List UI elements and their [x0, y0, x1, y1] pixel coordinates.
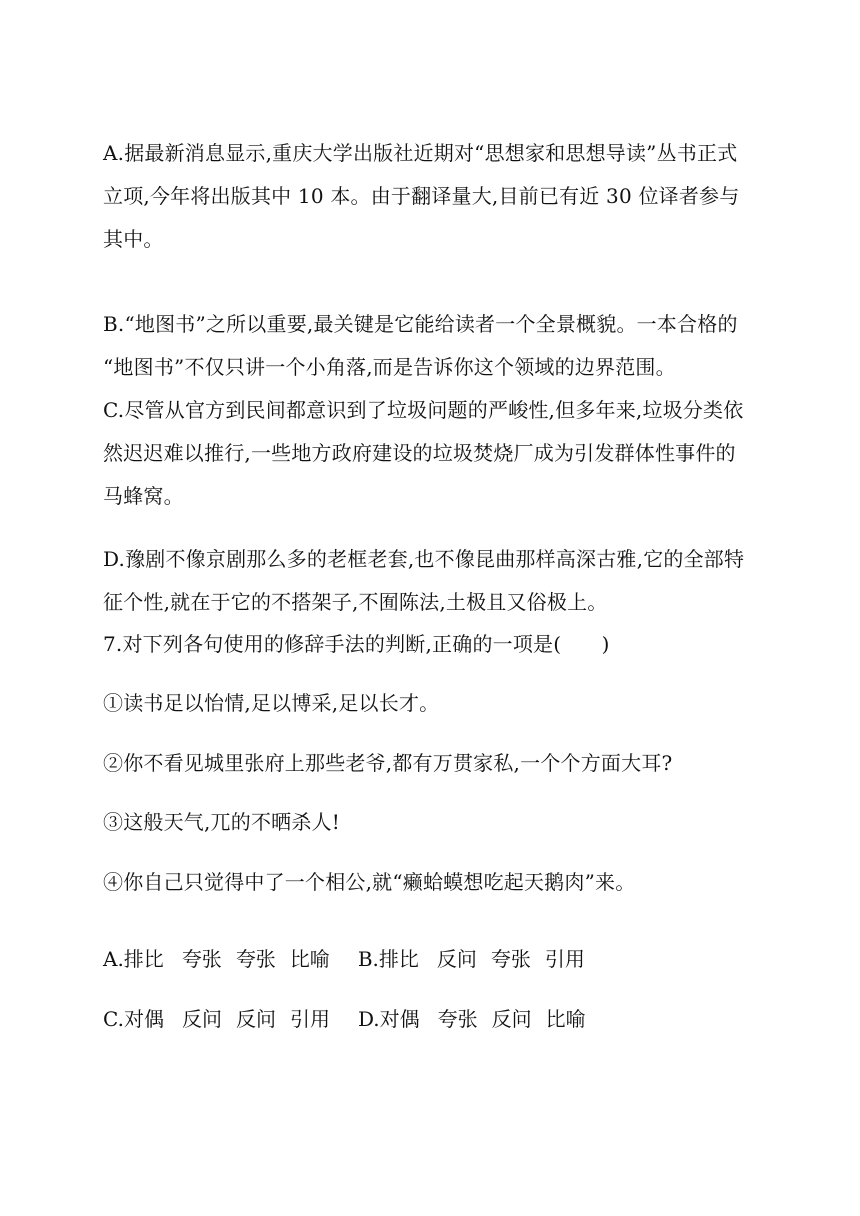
sentence-4-text: ④你自己只觉得中了一个相公,就“癞蛤蟆想吃起天鹅肉”来。	[103, 870, 636, 894]
choices-row-cd	[103, 1004, 586, 1034]
option-b-paragraph	[103, 303, 763, 389]
question-7-stem	[103, 623, 763, 666]
option-b-line-2: “地图书”不仅只讲一个小角落,而是告诉你这个领域的边界范围。	[103, 355, 676, 379]
option-a-line-2: 立项,今年将出版其中 10 本。由于翻译量大,目前已有近 30 位译者参与	[103, 184, 740, 208]
choice-a-label: A.排比	[103, 947, 164, 971]
choice-d-item-2: 反问	[491, 1007, 532, 1031]
option-b-line-1: B.“地图书”之所以重要,最关键是它能给读者一个全景概貌。一本合格的	[103, 312, 738, 336]
choice-d-label: D.对偶	[357, 1007, 420, 1031]
choice-c-item-2: 反问	[235, 1007, 276, 1031]
sentence-3	[103, 801, 763, 844]
choice-a-item-1: 夸张	[181, 947, 222, 971]
option-d-line-2: 征个性,就在于它的不搭架子,不囿陈法,土极且又俗极上。	[103, 590, 608, 614]
option-a-line-3: 其中。	[103, 227, 164, 251]
choice-c-item-3: 引用	[289, 1007, 330, 1031]
choice-b-item-3: 引用	[544, 947, 585, 971]
choice-d-item-1: 夸张	[437, 1007, 478, 1031]
option-a-line-1: A.据最新消息显示,重庆大学出版社近期对“思想家和思想导读”丛书正式	[103, 141, 738, 165]
option-d-paragraph	[103, 538, 763, 624]
sentence-2	[103, 742, 763, 785]
option-c-line-2: 然迟迟难以推行,一些地方政府建设的垃圾焚烧厂成为引发群体性事件的	[103, 441, 736, 465]
choice-b-label: B.排比	[357, 947, 419, 971]
option-c-line-1: C.尽管从官方到民间都意识到了垃圾问题的严峻性,但多年来,垃圾分类依	[103, 398, 744, 422]
choice-a-item-3: 比喻	[289, 947, 330, 971]
sentence-2-text: ②你不看见城里张府上那些老爷,都有万贯家私,一个个方面大耳?	[103, 751, 673, 775]
option-c-paragraph	[103, 389, 763, 518]
question-7-stem-text: 7.对下列各句使用的修辞手法的判断,正确的一项是( )	[103, 632, 610, 656]
choices-row-ab	[103, 944, 585, 974]
option-a-paragraph	[103, 132, 763, 261]
choice-b-item-2: 夸张	[490, 947, 531, 971]
choice-d-item-3: 比喻	[545, 1007, 586, 1031]
sentence-3-text: ③这般天气,兀的不晒杀人!	[103, 810, 340, 834]
sentence-4	[103, 861, 763, 904]
choice-c-item-1: 反问	[181, 1007, 222, 1031]
choice-a-item-2: 夸张	[235, 947, 276, 971]
choice-c-label: C.对偶	[103, 1007, 164, 1031]
option-d-line-1: D.豫剧不像京剧那么多的老框老套,也不像昆曲那样高深古雅,它的全部特	[103, 547, 745, 571]
sentence-1	[103, 682, 763, 725]
choice-b-item-1: 反问	[436, 947, 477, 971]
option-c-line-3: 马蜂窝。	[103, 484, 184, 508]
sentence-1-text: ①读书足以怡情,足以博采,足以长才。	[103, 691, 440, 715]
